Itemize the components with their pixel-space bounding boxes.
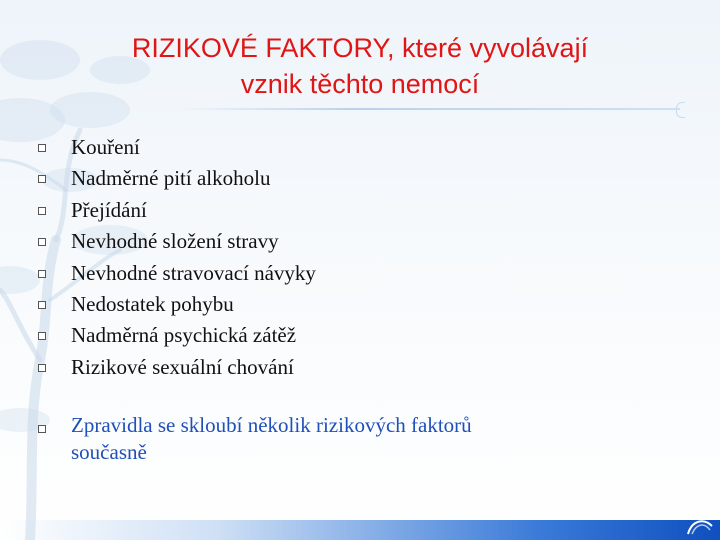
list-item-text: Rizikové sexuální chování	[71, 354, 294, 379]
list-item-text: Nevhodné složení stravy	[71, 229, 279, 254]
list-item	[38, 352, 658, 383]
list-item-text: Přejídání	[71, 197, 147, 222]
divider-end-ornament	[676, 102, 685, 118]
list-item	[38, 226, 658, 257]
summary-line-2: současně	[71, 440, 147, 464]
list-item	[38, 258, 658, 289]
title-divider	[175, 108, 680, 110]
risk-factor-list	[38, 132, 658, 383]
square-bullet-icon	[38, 364, 46, 372]
slide-title	[40, 30, 680, 102]
list-item	[38, 289, 658, 320]
summary-line-1: Zpravidla se skloubí několik rizikových faktorů	[71, 413, 472, 437]
slide-title-line-1: RIZIKOVÉ FAKTORY, které vyvolávají	[131, 33, 589, 63]
square-bullet-icon	[38, 425, 46, 433]
square-bullet-icon	[38, 301, 46, 309]
slide-title-line-2: vznik těchto nemocí	[240, 69, 480, 99]
summary-note	[38, 412, 658, 466]
square-bullet-icon	[38, 238, 46, 246]
list-item-text: Nadměrné pití alkoholu	[71, 166, 271, 191]
list-item-text: Nevhodné stravovací návyky	[71, 260, 316, 285]
bottom-accent-bar	[0, 520, 720, 540]
list-item	[38, 320, 658, 351]
list-item-text: Nadměrná psychická zátěž	[71, 323, 297, 348]
list-item	[38, 132, 658, 163]
square-bullet-icon	[38, 270, 46, 278]
square-bullet-icon	[38, 144, 46, 152]
swirl-corner-icon	[686, 516, 714, 536]
square-bullet-icon	[38, 207, 46, 215]
list-item	[38, 195, 658, 226]
square-bullet-icon	[38, 175, 46, 183]
list-item-text: Nedostatek pohybu	[71, 291, 234, 316]
list-item	[38, 163, 658, 194]
list-item-text: Kouření	[71, 135, 140, 159]
square-bullet-icon	[38, 332, 46, 340]
